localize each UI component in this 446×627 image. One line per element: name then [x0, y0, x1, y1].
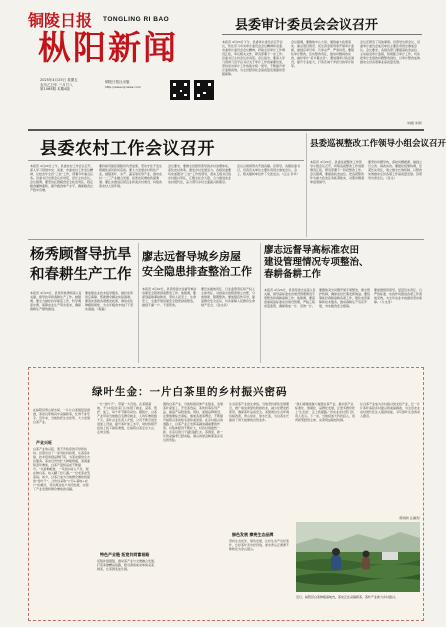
reform-article-col1: 本报讯 4月24日，县委巡视整改工作领导小组会议召开，听取巡视整改工作进展情况汇报，研究部署下一阶段整改工作。会议强调，要提高政治站位，把巡视整改作为重大政治任务抓紧抓实，对照问题清单逐项销号。	[310, 160, 365, 184]
issue-lunar: 农历乙巳年 三月廿八	[40, 82, 73, 87]
feature-subhead3: 绿色发展 擦亮生态品牌	[232, 532, 274, 537]
paper-pinyin: TONGLING RI BAO	[103, 16, 170, 23]
liao1-article-col2: 要压实属地责任、行业监管责任和产权人主体责任，对排查出的隐患建立台账，分类施策、限期整改。要加强宣传引导，提高群众安全意识，切实保障人民群众生命财产安全。（孙文武）	[201, 287, 256, 307]
liao1-headline-line2: 安全隐患排查整治工作	[142, 265, 252, 278]
feature-col2: 一片“金叶子”，带富一方百姓。在茶园基地，不少村民在家门口实现了就业，采茶、管护、加工，每个环节都有岗位。据统计，白茶产业带动当地数百名群众就业，人均年增收数千元。茶叶企业负责人介绍，公司不断引进先进加工设备，提升茶叶加工水平，同时积极开拓线上线下销售渠道，让枞阳白茶走出大山、走向全国。	[97, 402, 158, 434]
liao1-article-col1: 本报讯 4月22日，县领导廖志远督导城乡房屋安全隐患排查整治工作。他强调，要深刻汲取事故教训，坚持人民至上、生命至上，全面开展房屋安全隐患排查整治，做到不漏一户、不留死角。	[142, 287, 197, 307]
qr-code-icon	[194, 80, 214, 100]
top-article-headline: 县委审计委员会会议召开	[235, 18, 379, 33]
publisher-info	[105, 80, 165, 89]
yang-article-col2: 要加强农业技术指导服务，做好农资供应保障，帮助群众解决实际困难。要落实落细各项惠农政策，调动农民种粮积极性，为全年粮食丰收打下坚实基础。（程磊）	[85, 291, 134, 311]
feature-intro: 在枞阳县青山绿水间，一片片白茶园层层叠叠，茶农们穿梭其中采摘新茶，忙得不亦乐乎。近年来，当地依托生态优势，大力发展白茶产业。	[33, 408, 91, 424]
rural-article-col1: 本报讯 4月24日上午，县委农村工作会议召开，深入学习贯彻中央、省委、市委农村工作会议精神，总结去年全县“三农”工作，部署今年重点任务。县委书记出席会议并讲话，县长主持会议。会议强调，要坚决扛稳粮食安全政治责任，稳定粮食播种面积，提升粮食单产水平，确保粮食总产稳中有增。	[30, 164, 94, 192]
masthead-title: 枞阳新闻	[38, 28, 178, 67]
rural-article-col2: 要持续巩固拓展脱贫攻坚成果，坚决守住不发生规模性返贫致贫底线。要大力发展乡村特色产业，做强茶叶、水产、蔬菜等优势产业，推动农村一二三产业融合发展，拓宽农民增收致富渠道。要扎实推进宜居宜业和美乡村建设，持续改善农村人居环境。	[99, 164, 163, 188]
liao2-article-col1: 本报讯 4月24日，县领导廖志远深入有关镇，督导高标准农田建设管理情况专项整治和春耕备耕工作。他强调，要高度重视高标准农田建设管理，严格工程质量监管，确保建成一片、见效一片。	[264, 288, 316, 308]
top-article-col3: 会议还研究了其他事项。县领导出席会议，县委审计委员会成员单位主要负责同志参加会议。会议要求，各级各部门要提高政治站位，主动接受审计监督，积极配合审计工作，切实把审计发现的问题整改到位，以审计整改成效推动全县各项事业高质量发展。	[360, 40, 421, 64]
issue-date: 2025年4月25日 星期五	[40, 78, 78, 82]
feature-subhead2: 特色产业链 拓宽共同富裕路	[100, 552, 150, 557]
feature-col5: “我们将继续做大做强白茶产业，推动茶产业标准化、规模化、品牌化发展，让更多群众吃上‘生态饭’、走上致富路。”县农业农村部门负责人表示。下一步，当地将加大科技投入，培育新型经营主体，完善利益联结机制。	[295, 402, 356, 422]
feature-col6: 让白茶产业成为乡村振兴的支柱产业，让一片片茶叶串起乡村振兴的美丽画卷，为全县农业农村现代化注入强劲动能，书写绿叶生金的动人篇章。	[360, 402, 421, 418]
rural-article-col3: 会议要求，要健全党组织领导的乡村治理体系，深化农村改革，激发乡村发展活力。各级党委要切实加强对“三农”工作的领导，落实五级书记抓乡村振兴责任，汇聚全社会力量，合力推进农业农村现代化，奋力谱写乡村全面振兴新篇章。	[168, 164, 232, 184]
liao1-headline-line1: 廖志远督导城乡房屋	[142, 250, 241, 263]
yang-headline-line2: 和春耕生产工作	[30, 267, 132, 283]
feature-byline: （陈婉秋 汪澜涛）	[397, 516, 422, 520]
feature-col1: 白茶产业的兴起，离不开政府的引导和扶持。县里出台了一系列扶持政策，从茶苗补贴、技术培训到品牌打造，为茶农提供全方位服务。茶农们纷纷扩大种植规模，茶园面积逐年增加，白茶产量和品质不断提升。“以前种粮食，一年到头收入不多，现在种白茶，收入翻了好几番。”一位老茶农笑着说。如今，白茶已成为当地群众增收致富的“金叶子”。合作社采取“公司+基地+农户”的模式，带动周边农户共同发展，实现了产业发展和群众增收的双赢。	[33, 447, 91, 491]
tea-garden-photo	[296, 522, 420, 592]
liao2-article-col3: 要加强组织领导，层层压实责任，以严的标准、实的作风推进各项工作落地见效，为全年农业丰收提供坚实保障。（方文涛）	[374, 288, 423, 304]
website: http://www.zynews.com	[105, 84, 141, 89]
liao2-headline-line1: 廖志远督导高标准农田	[264, 245, 360, 256]
issue-number: 第1065期 本期4版	[40, 87, 70, 91]
sponsor: 铜陵日报社出版	[105, 80, 130, 84]
feature-col4b: 坚持生态优先、绿色发展，让好生态产出好茶叶，让好茶叶卖出好价钱，绿水青山正源源不断转化为金山银山。	[229, 539, 290, 551]
top-article-byline: （林振 朱建）	[405, 121, 424, 125]
reform-article-headline: 县委巡视整改工作领导小组会议召开	[310, 139, 446, 149]
feature-headline: 绿叶生金：一片白茶里的乡村振兴密码	[92, 386, 288, 398]
photo-caption: 近日，枞阳县白茶种植基地内，茶农正在采摘新茶，茶叶产业助力乡村振兴。	[296, 595, 399, 599]
liao2-article-col2: 要聚焦突出问题开展专项整治，健全管护机制，确保农田长期发挥效益。要统筹抓好春耕备耕各项工作，强化农资保障和技术服务，推动春耕生产有序开展，夯实粮食安全根基。	[319, 288, 371, 308]
liao2-headline-line2: 建设管理情况专项整治、	[264, 257, 369, 268]
feature-col4: 生态是茶产业的生命线。当地坚持绿色发展理念，推广病虫害绿色防控技术，减少化肥农药使用，确保茶叶品质安全。茶园周边生态环境持续改善，青山常在、绿水长流，为白茶生长提供了得天独厚的自然条件。	[229, 402, 290, 422]
liao2-headline-line3: 春耕备耕工作	[264, 269, 322, 280]
top-article-col1: 本报讯 4月23日下午，县委审计委员会召开会议，传达学习中央审计委员会会议精神和省委、市委审计委员会会议精神，听取全县审计工作情况汇报，审议相关文件，研究部署下一步工作。县委书记主持会议并讲话。会议指出，要深入学习贯彻习近平总书记关于审计工作的重要论述，坚持党对审计工作的集中统一领导，不断提升审计监督质效，为全县经济社会高质量发展提供坚强保障。	[222, 40, 286, 76]
feature-subhead1: 产业兴旺	[36, 440, 52, 445]
liao1-article-headline	[142, 249, 252, 279]
liao2-article-headline	[264, 245, 369, 281]
yang-headline-line1: 杨秀顾督导抗旱	[30, 247, 132, 263]
rural-article-col4: 会议以视频形式开到各镇。县领导，各镇党委书记，县直有关单位主要负责同志参加会议。会上，相关镇和单位作了交流发言。（汪文 李华）	[237, 164, 301, 176]
tea-garden-illustration	[296, 522, 420, 592]
feature-col2b: 延链补链强链，推动茶产业与文旅融合发展，打造茶旅精品线路，吸引游客前来体验采茶、制茶，让茶园变成乐园。	[97, 559, 158, 571]
paper-name: 铜陵日报	[28, 11, 93, 30]
reform-article-col2: 要坚持问题导向，深挖问题根源，做到立行立改、真改实改。要强化统筹协调，压紧压实责任，建立健全长效机制，以整改实效推动全县各项工作高质量发展。县领导出席会议。（宣文）	[368, 160, 423, 180]
yang-article-headline	[30, 245, 132, 285]
feature-col3: 围绕白茶产业，当地积极延伸产业链条，发展茶叶深加工，开发茶食品、茶饮料等系列产品，提高产品附加值。同时，加强品牌建设，注册地理标志商标，参加各类茶博会，不断提升枞阳白茶的知名度和美誉度。在乡村振兴的道路上，白茶产业正发挥着越来越重要的作用。村集体经济不断壮大，村容村貌焕然一新，乡亲们的日子越过越红火。茶园里，新一年的采摘季已经来临，满山的绿意映照着乡亲们的笑脸。	[163, 402, 224, 442]
qr-code-icon	[170, 80, 190, 100]
rural-article-headline: 县委农村工作会议召开	[40, 139, 215, 159]
issue-info	[40, 78, 100, 92]
top-article-col2: 会议强调，要聚焦中心大局，围绕重大政策落实、重点项目建设、民生资金使用等开展审计监督，做到应审尽审、凡审必严、严肃问责。要强化审计整改，压实整改责任，推动问题真改实改，做好审计“后半篇文章”。要加强审计队伍建设，提升专业能力，打造忠诚干净担当的审计铁军。	[291, 40, 355, 68]
yang-article-col1: 本报讯 4月23日，县领导杨秀顾深入有关镇，督导抗旱和春耕生产工作。她强调，要全力做好抗旱保苗工作，科学调度水源，保障农业生产用水需求，确保春耕生产顺利推进。	[30, 291, 82, 311]
